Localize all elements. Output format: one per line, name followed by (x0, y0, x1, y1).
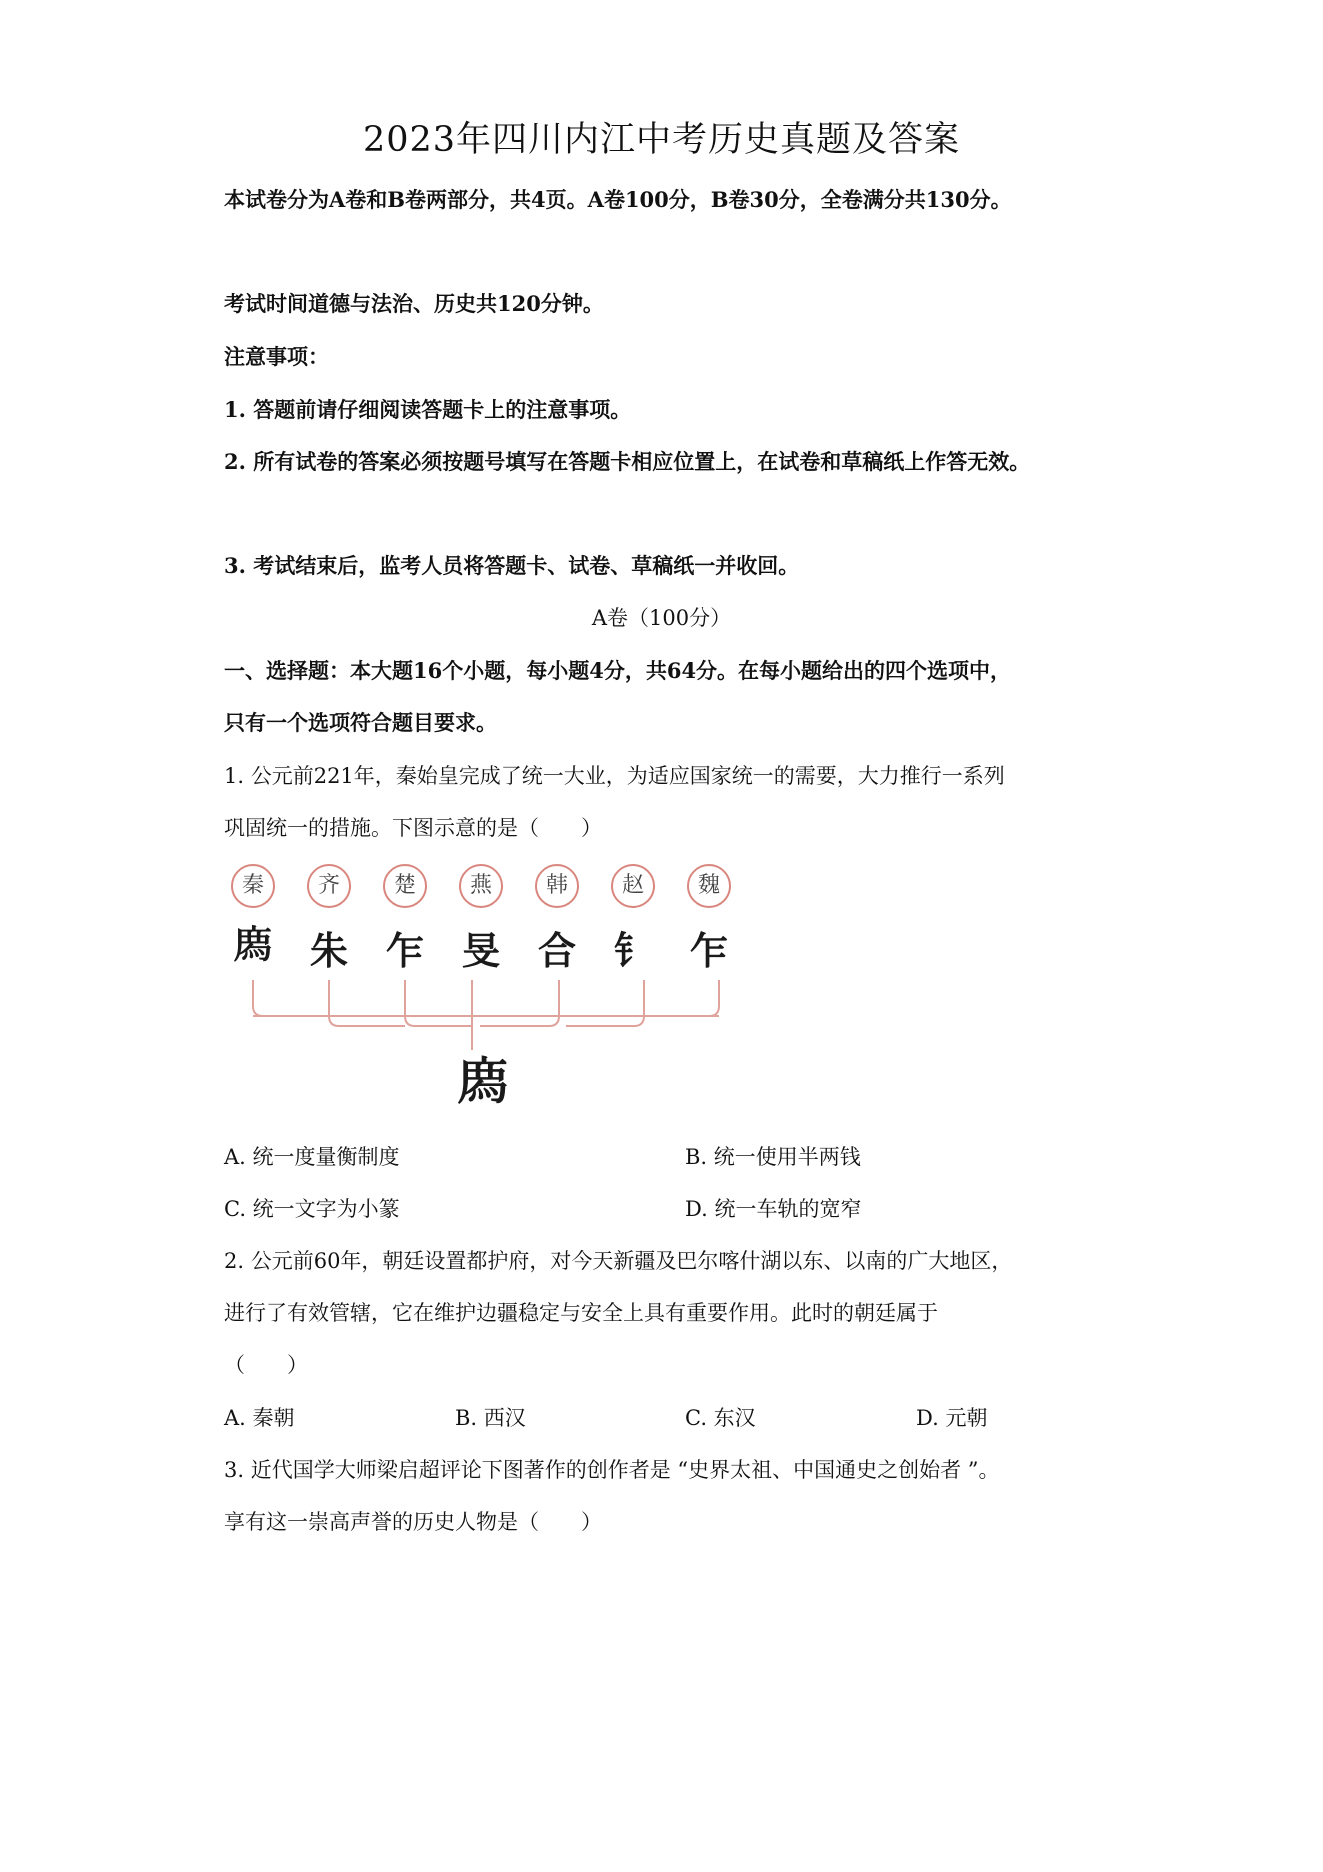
q2-option-b: B. 西汉 (455, 1406, 526, 1430)
q1-stem-line-1: 1. 公元前221年，秦始皇完成了统一大业，为适应国家统一的需要，大力推行一系列 (224, 764, 1005, 788)
exam-info-line: 本试卷分为A卷和B卷两部分，共4页。A卷100分，B卷30分，全卷满分共130分。 (224, 187, 1012, 212)
script-glyph-qin: 𢊁 (233, 922, 272, 967)
state-label-qin: 秦 (231, 864, 275, 908)
q1-option-d: D. 统一车轨的宽窄 (685, 1197, 862, 1221)
unified-script-glyph: 𢊁 (458, 1052, 508, 1111)
notes-title: 注意事项： (224, 344, 329, 369)
q2-option-d: D. 元朝 (916, 1406, 988, 1430)
q2-option-a: A. 秦朝 (224, 1406, 295, 1430)
q2-stem-line-2: 进行了有效管辖，它在维护边疆稳定与安全上具有重要作用。此时的朝廷属于 (224, 1301, 938, 1325)
q2-option-c: C. 东汉 (685, 1406, 756, 1430)
q3-stem-line-1: 3. 近代国学大师梁启超评论下图著作的创作者是 “史界太祖、中国通史之创始者 ”。 (224, 1458, 1000, 1482)
q1-option-c: C. 统一文字为小篆 (224, 1197, 400, 1221)
note-item-2: 2. 所有试卷的答案必须按题号填写在答题卡相应位置上，在试卷和草稿纸上作答无效。 (224, 449, 1031, 474)
q1-option-b: B. 统一使用半两钱 (685, 1145, 861, 1169)
section-instruction-line-1: 一、选择题：本大题16个小题，每小题4分，共64分。在每小题给出的四个选项中， (224, 658, 1012, 683)
q2-stem-line-3: （ ） (224, 1353, 308, 1377)
exam-time-line: 考试时间道德与法治、历史共120分钟。 (224, 291, 604, 316)
section-instruction-line-2: 只有一个选项符合题目要求。 (224, 710, 497, 735)
state-label-han: 韩 (535, 864, 579, 908)
script-glyph-chu: 乍 (385, 928, 424, 973)
q1-option-a: A. 统一度量衡制度 (224, 1145, 400, 1169)
section-a-heading: A卷（100分） (591, 606, 732, 630)
state-label-qi: 齐 (307, 864, 351, 908)
script-glyph-han: 合 (537, 928, 576, 973)
state-label-wei: 魏 (687, 864, 731, 908)
q3-stem-line-2: 享有这一崇高声誉的历史人物是（ ） (224, 1510, 602, 1534)
state-label-yan: 燕 (459, 864, 503, 908)
script-glyph-wei: 乍 (689, 928, 728, 973)
script-glyph-zhao: 钅 (613, 928, 652, 973)
page-title: 2023年四川内江中考历史真题及答案 (362, 120, 961, 160)
state-label-zhao: 赵 (611, 864, 655, 908)
note-item-1: 1. 答题前请仔细阅读答题卡上的注意事项。 (224, 397, 632, 422)
q2-stem-line-1: 2. 公元前60年，朝廷设置都护府，对今天新疆及巴尔喀什湖以东、以南的广大地区， (224, 1249, 1013, 1273)
script-glyph-qi: 朱 (309, 928, 348, 973)
script-glyph-yan: 旻 (461, 928, 500, 973)
q1-stem-line-2: 巩固统一的措施。下图示意的是（ ） (224, 816, 602, 840)
note-item-3: 3. 考试结束后，监考人员将答题卡、试卷、草稿纸一并收回。 (224, 553, 800, 578)
state-label-chu: 楚 (383, 864, 427, 908)
